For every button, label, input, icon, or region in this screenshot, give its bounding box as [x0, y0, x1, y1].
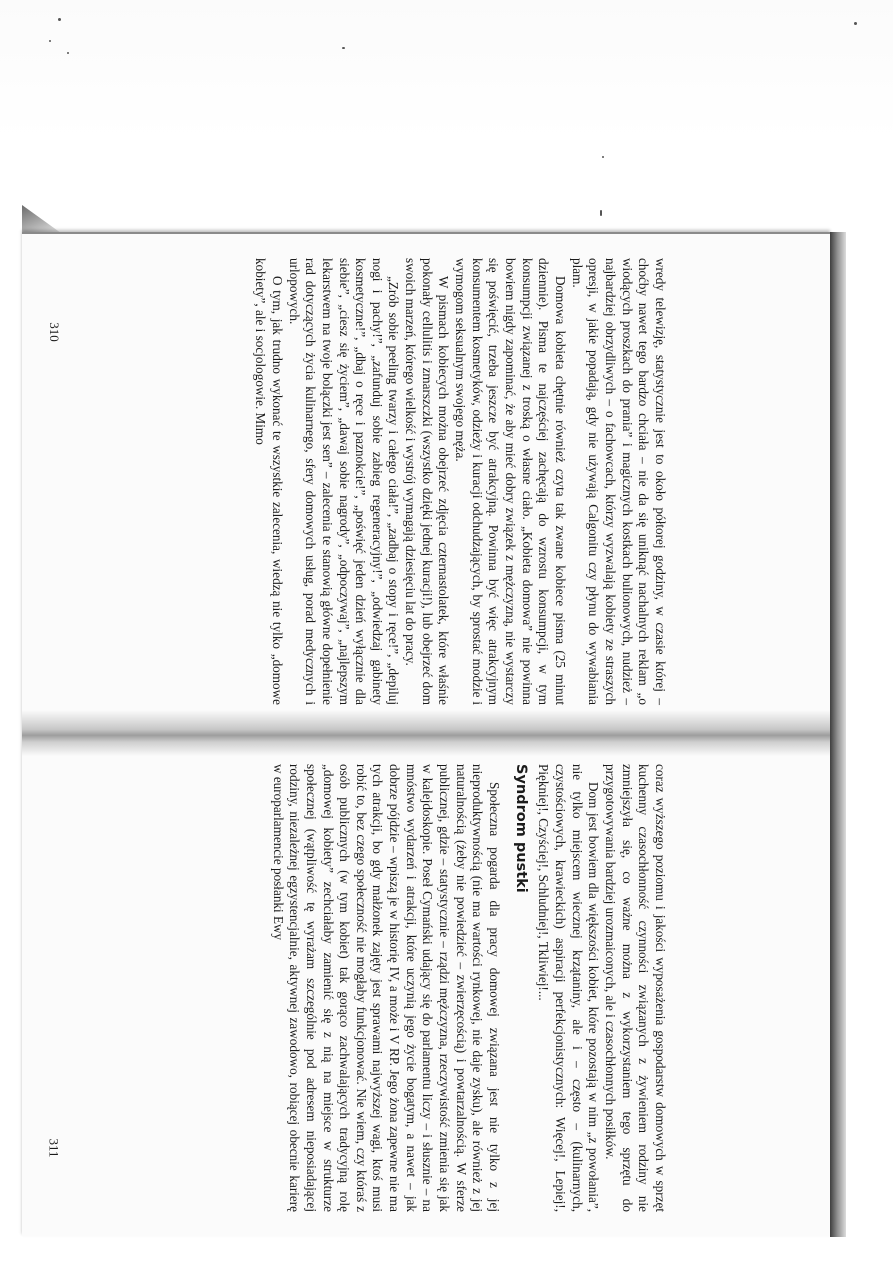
paragraph: Społeczna pogarda dla pracy domowej związana jest nie tylko z jej nieproduktywnością (nie ma wartości rynkowej, nie daje zysku), ale również z jej naturalnością (żeby nie powiedzieć – zwierzęcością) i powtarzalnością. W sferze publicznej, gdzie – statystycznie – rządzi mężczyzna, rzeczywistość zmienia się jak w kalejdoskopie. Poseł Cymański udający się do parlamentu liczy – i słusznie – na mnóstwo wydarzeń i atrakcji, które uczynią jego życie bogatym, a nawet – jak dobrze pójdzie – wpiszą je w historię IV, a może i V RP. Jego żona zapewne nie ma tych atrakcji, bo gdy małżonek zajęty jest sprawami najwyższej wagi, ktoś musi robić to, bez czego społeczność nie mogłaby funkcjonować. Nie wiem, czy któraś z osób publicznych (w tym kobiet) tak gorąco zachwalających tradycyjną rolę „domowej kobiety” zechciałaby zamienić się z nią na miejsce w strukturze społecznej (wątpliwość tę wyrażam szczególnie pod adresem nieposiadającej rodziny, niezależnej egzystencjalnie, aktywnej zawodowo, robiącej obecnie karierę w europarlamencie posłanki Ewy [270, 764, 503, 1212]
paragraph: O tym, jak trudno wykonać te wszystkie zalecenia, wiedzą nie tylko „domowe kobiety”, ale i socjologowie. Mimo [253, 258, 285, 705]
page-310-text [252, 258, 668, 705]
paragraph: coraz wyższego poziomu i jakości wyposażenia gospodarstw domowych w sprzęt kuchenny czasochłonność czynności związanych z żywieniem rodziny nie zmniejszyła się, co ważne można z wykorzystaniem tego sprzętu do przygotowywania bardziej urozmaiconych, ale i czasochłonnych posiłków. [603, 764, 668, 1212]
scanner-background [0, 0, 893, 235]
paragraph: wredy telewizję, statystycznie jest to około półtorej godziny, w czasie której – choćby nawet tego bardzo chciała – nie da się uniknąć nachalnych reklam „o wiodących proszkach do prania” i magicznych kostkach bulionowych, nudzież – najbardziej obrzydliwych – o fachowcach, którzy wyzwalają kobiety ze straszych opresji, w jakie popadają, gdy nie używają Calgonitu czy płynu do wywabiania plam. [569, 258, 668, 705]
paragraph: Dom jest bowiem dla większości kobiet, które pozostają w nim „z powołania”, nie tylko miejscem wiecznej krzątaniny, ale i – często – (kulinarnych, czystościowych, krawieckich) aspiracji perfekcjonistycznych: Więcej!, Lepiej!, Piękniej!, Czyściej!, Schludniej!, Tkliwiej!... [536, 764, 602, 1212]
page-number-311: 311 [46, 1138, 62, 1158]
book-gutter [22, 710, 830, 756]
page-311-text [269, 764, 668, 1212]
book-edge-shadow [830, 232, 846, 1237]
scan-speck [342, 47, 345, 49]
page-number-310: 310 [46, 322, 62, 342]
scan-speck [602, 156, 604, 158]
scan-speck [58, 18, 61, 21]
section-heading: Syndrom pustki [512, 764, 529, 893]
scan-speck [854, 22, 857, 25]
paragraph: W pismach kobiecych można obejrzeć zdjęcia czternastolatek, które właśnie pokonały cellulitis i zmarszczki (wszystko dzięki jednej kuracji!), lub obejrzeć dom swoich marzeń, którego wielkość i wystrój wymagają dziesięciu lat do pracy. [403, 258, 452, 705]
scan-speck [49, 40, 51, 42]
paragraph: „Zrób sobie peeling twarzy i całego ciała!”, „zadbaj o stopy i ręce!”, „depiluj nogi i pachy!”, „zafunduj sobie zabieg regeneracyjny!”, „odwiedzaj gabinety kosmetyczne!”, „dbaj o ręce i paznokcie!”, „poświęć jeden dzień wyłącznie dla siebie”, „ciesz się życiem”, „dawaj sobie nagrody”, „odpoczywaj”, „najlepszym lekarstwem na twoje bolączki jest sen” – zalecenia te stanowią główne dopełnienie rad dotyczących życia kulinarnego, sfery domowych usług, porad medycznych i urlopowych. [286, 258, 402, 705]
scan-speck [600, 210, 602, 216]
paragraph: Domowa kobieta chętnie również czyta tak zwane kobiece pisma (25 minut dziennie). Pisma te najczęściej zachęcają do wzrostu konsumpcji, w tym konsumpcji związanej z troską o własne ciało. „Kobieta domowa” nie powinna bowiem nigdy zapominać, że aby mieć dobry związek z mężczyzną, nie wystarczy się poświęcić, trzeba jeszcze być atrakcyjną. Powinna być więc atrakcyjnym konsumentem kosmetyków, odzieży i kuracji odchudzających, by sprostać modzie i wymogom seksualnym swojego męża. [453, 258, 569, 705]
scan-speck [67, 52, 69, 54]
